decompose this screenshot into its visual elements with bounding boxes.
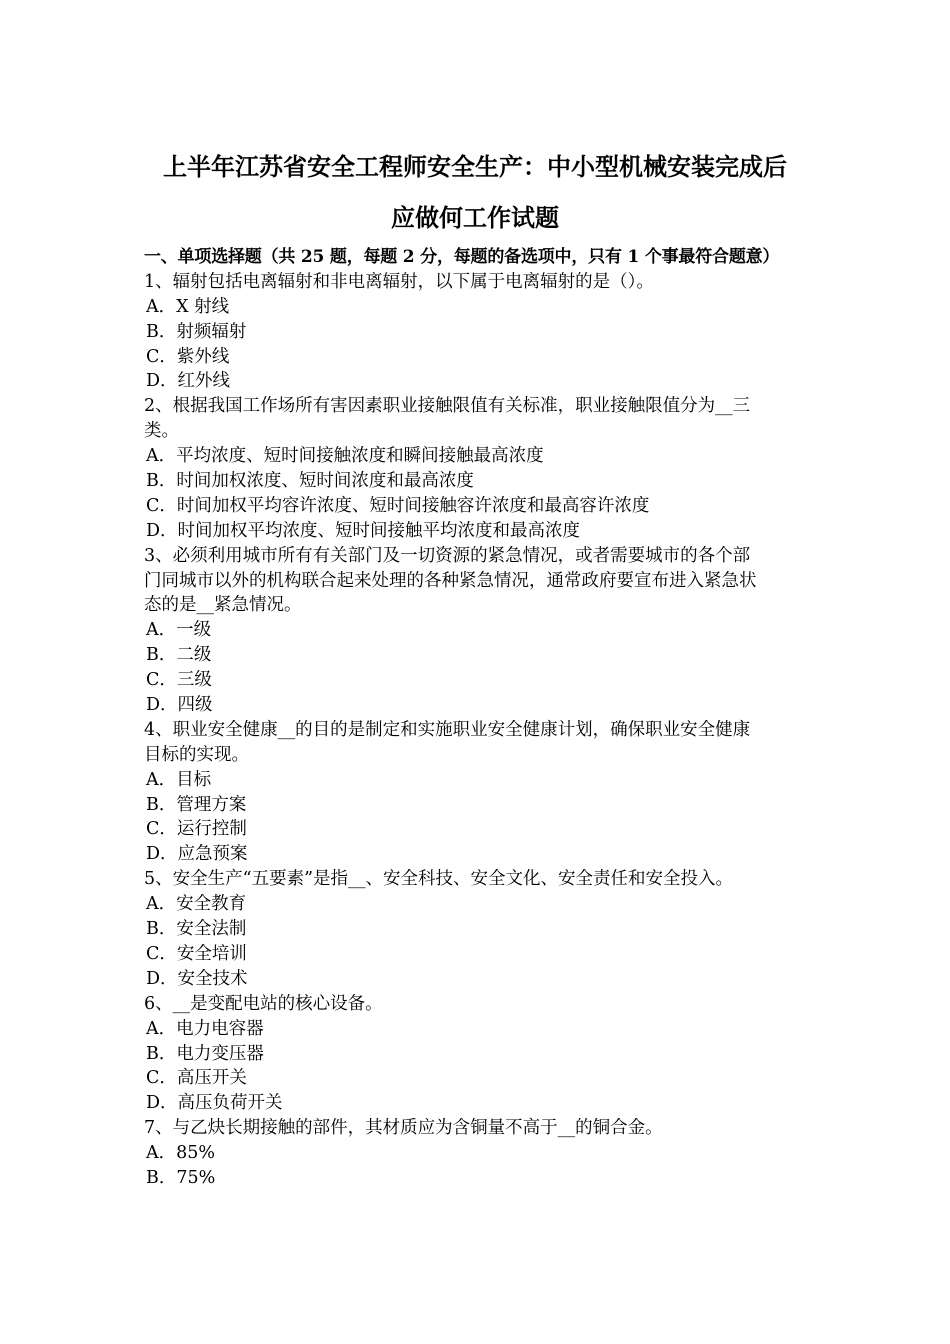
answer-option: B．二级 xyxy=(146,645,212,666)
question-5 xyxy=(144,867,810,991)
answer-option: B．安全法制 xyxy=(146,919,247,940)
question-text-line: 7、与乙炔长期接触的部件，其材质应为含铜量不高于__的铜合金。 xyxy=(144,1118,663,1139)
question-1 xyxy=(144,270,810,394)
question-text-line: 目标的实现。 xyxy=(144,744,249,765)
question-text-line: 1、辐射包括电离辐射和非电离辐射，以下属于电离辐射的是（）。 xyxy=(144,271,654,292)
answer-option: B．75% xyxy=(146,1167,216,1188)
answer-option: B．射频辐射 xyxy=(146,321,247,342)
question-2 xyxy=(144,394,810,543)
answer-option: A．安全教育 xyxy=(146,894,247,915)
question-text-line: 5、安全生产“五要素”是指__、安全科技、安全文化、安全责任和安全投入。 xyxy=(144,869,734,890)
answer-option: C．三级 xyxy=(146,670,212,691)
answer-option: B．电力变压器 xyxy=(146,1043,264,1064)
question-text-line: 类。 xyxy=(144,421,179,442)
answer-option: C．安全培训 xyxy=(146,943,247,964)
answer-option: A．一级 xyxy=(146,620,212,641)
question-text-line: 门同城市以外的机构联合起来处理的各种紧急情况，通常政府要宣布进入紧急状 xyxy=(144,570,757,591)
question-6 xyxy=(144,992,810,1116)
section-heading: 一、单项选择题（共 25 题，每题 2 分，每题的备选项中，只有 1 个事最符合题意） xyxy=(144,247,780,267)
answer-option: A．85% xyxy=(146,1143,216,1164)
answer-option: B．管理方案 xyxy=(146,794,247,815)
answer-option: C．紫外线 xyxy=(146,346,230,367)
question-text-line: 4、职业安全健康__的目的是制定和实施职业安全健康计划，确保职业安全健康 xyxy=(144,719,751,740)
answer-option: A．X 射线 xyxy=(146,296,230,317)
answer-option: C．时间加权平均容许浓度、短时间接触容许浓度和最高容许浓度 xyxy=(146,495,650,516)
question-list xyxy=(144,270,810,1191)
answer-option: D．安全技术 xyxy=(146,968,248,989)
question-text-line: 3、必须利用城市所有有关部门及一切资源的紧急情况，或者需要城市的各个部 xyxy=(144,545,751,566)
answer-option: A．电力电容器 xyxy=(146,1018,264,1039)
question-text-line: 6、__是变配电站的核心设备。 xyxy=(144,993,383,1014)
answer-option: D．四级 xyxy=(146,695,213,716)
answer-option: D．时间加权平均浓度、短时间接触平均浓度和最高浓度 xyxy=(146,520,581,541)
document-title-line-1: 上半年江苏省安全工程师安全生产：中小型机械安装完成后 xyxy=(163,152,787,181)
answer-option: A．平均浓度、短时间接触浓度和瞬间接触最高浓度 xyxy=(146,446,544,467)
answer-option: D．高压负荷开关 xyxy=(146,1093,283,1114)
answer-option: D．红外线 xyxy=(146,371,231,392)
answer-option: C．运行控制 xyxy=(146,819,247,840)
document-title-line-2: 应做何工作试题 xyxy=(391,203,559,232)
question-7 xyxy=(144,1116,810,1191)
answer-option: B．时间加权浓度、短时间浓度和最高浓度 xyxy=(146,471,474,492)
answer-option: A．目标 xyxy=(146,769,212,790)
answer-option: C．高压开关 xyxy=(146,1068,247,1089)
question-3 xyxy=(144,544,810,718)
document-body xyxy=(144,245,810,1191)
answer-option: D．应急预案 xyxy=(146,844,248,865)
question-text-line: 2、根据我国工作场所有害因素职业接触限值有关标准，职业接触限值分为__三 xyxy=(144,396,751,417)
question-4 xyxy=(144,718,810,867)
question-text-line: 态的是__紧急情况。 xyxy=(144,595,302,616)
